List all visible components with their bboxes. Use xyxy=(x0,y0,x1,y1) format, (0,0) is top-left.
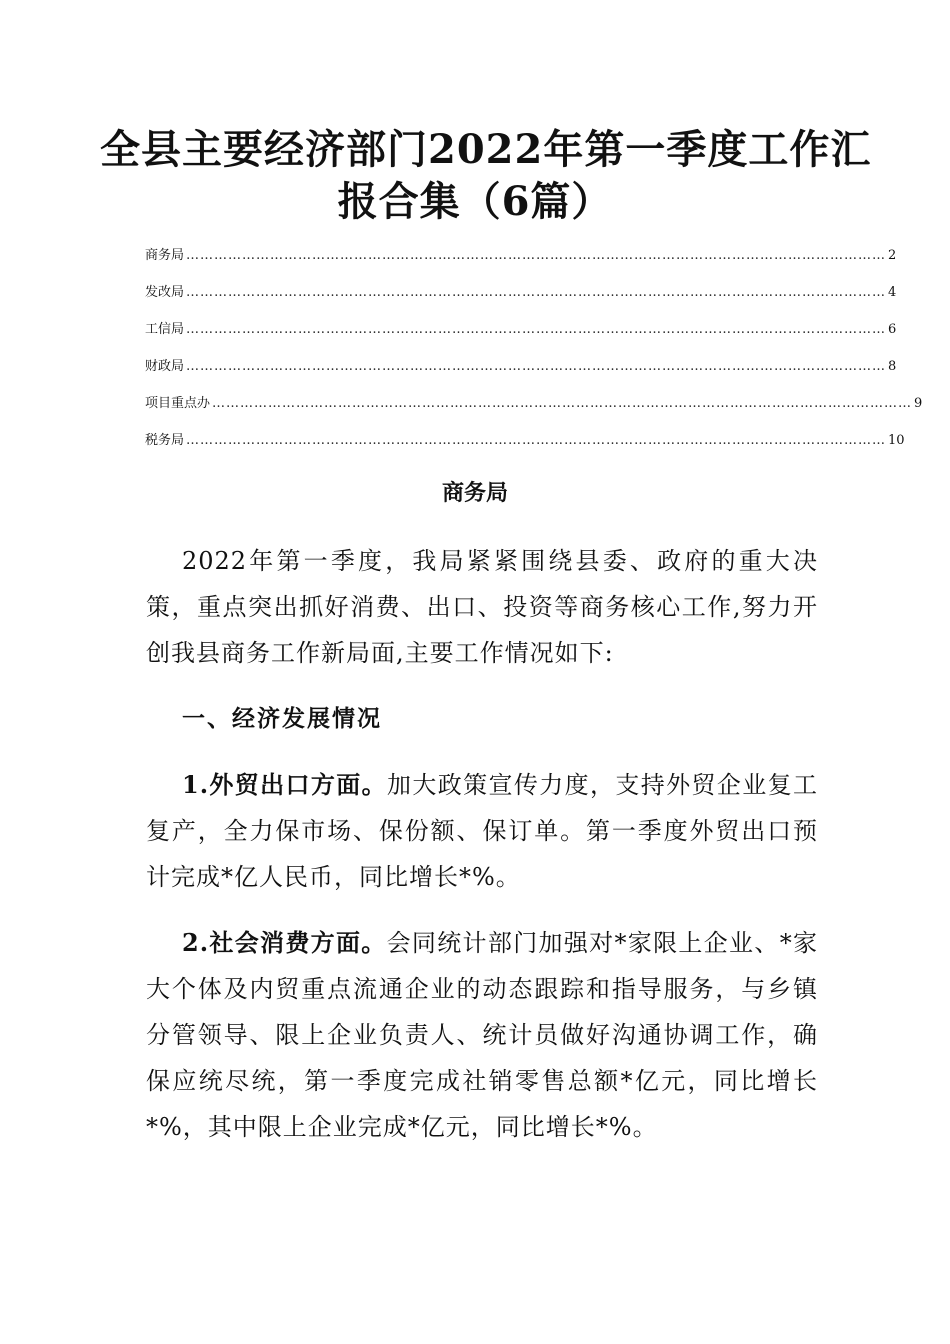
document-title-line-2: 报合集（6篇） xyxy=(337,178,613,225)
toc-entry[interactable] xyxy=(145,359,897,396)
intro-paragraph: 2022年第一季度，我局紧紧围绕县委、政府的重大决策，重点突出抓好消费、出口、投资等商务核心工作,努力开创我县商务工作新局面,主要工作情况如下: xyxy=(146,547,818,667)
toc-entry[interactable] xyxy=(145,285,897,322)
paragraph-foreign-trade xyxy=(146,762,818,900)
toc-entry-label: 税务局 xyxy=(145,433,185,448)
toc-entry[interactable] xyxy=(145,396,923,433)
toc-entry-label: 工信局 xyxy=(145,322,185,337)
toc-leader-dots: …………………………………………………………………………………………………………………………………… xyxy=(186,248,887,263)
toc-entry-page: 4 xyxy=(888,285,897,300)
paragraph-body: 加大政策宣传力度，支持外贸企业复工复产，全力保市场、保份额、保订单。第一季度外贸出口预计完成*亿人民币，同比增长*%。 xyxy=(146,771,819,891)
paragraph-body: 会同统计部门加强对*家限上企业、*家大个体及内贸重点流通企业的动态跟踪和指导服务，与乡镇分管领导、限上企业负责人、统计员做好沟通协调工作，确保应统尽统，第一季度完成社销零售总额*亿元，同比增长*%，其中限上企业完成*亿元，同比增长*%。 xyxy=(146,929,819,1141)
toc-leader-dots: …………………………………………………………………………………………………………………………………… xyxy=(186,322,887,337)
section-title: 商务局 xyxy=(441,480,508,506)
toc-entry-page: 10 xyxy=(888,433,905,448)
toc-entry-page: 6 xyxy=(888,322,897,337)
toc-leader-dots: …………………………………………………………………………………………………………………………………… xyxy=(186,359,887,374)
toc-entry-page: 8 xyxy=(888,359,897,374)
toc-leader-dots: …………………………………………………………………………………………………………………………………… xyxy=(212,396,913,411)
paragraph-lead: 1.外贸出口方面。 xyxy=(182,770,388,799)
table-of-contents xyxy=(145,248,923,470)
toc-entry-page: 9 xyxy=(914,396,923,411)
heading-economic-development: 一、经济发展情况 xyxy=(182,705,382,732)
toc-entry[interactable] xyxy=(145,433,905,470)
toc-leader-dots: …………………………………………………………………………………………………………………………………… xyxy=(186,285,887,300)
document-title-line-1: 全县主要经济部门2022年第一季度工作汇 xyxy=(100,126,872,173)
paragraph-lead: 2.社会消费方面。 xyxy=(182,928,387,957)
toc-entry-label: 财政局 xyxy=(145,359,185,374)
toc-entry[interactable] xyxy=(145,322,897,359)
toc-entry-page: 2 xyxy=(888,248,897,263)
toc-entry-label: 商务局 xyxy=(145,248,185,263)
paragraph-social-consumption xyxy=(146,920,818,1150)
toc-entry-label: 项目重点办 xyxy=(145,396,211,411)
toc-entry-label: 发改局 xyxy=(145,285,185,300)
toc-entry[interactable] xyxy=(145,248,897,285)
toc-leader-dots: …………………………………………………………………………………………………………………………………… xyxy=(186,433,887,448)
